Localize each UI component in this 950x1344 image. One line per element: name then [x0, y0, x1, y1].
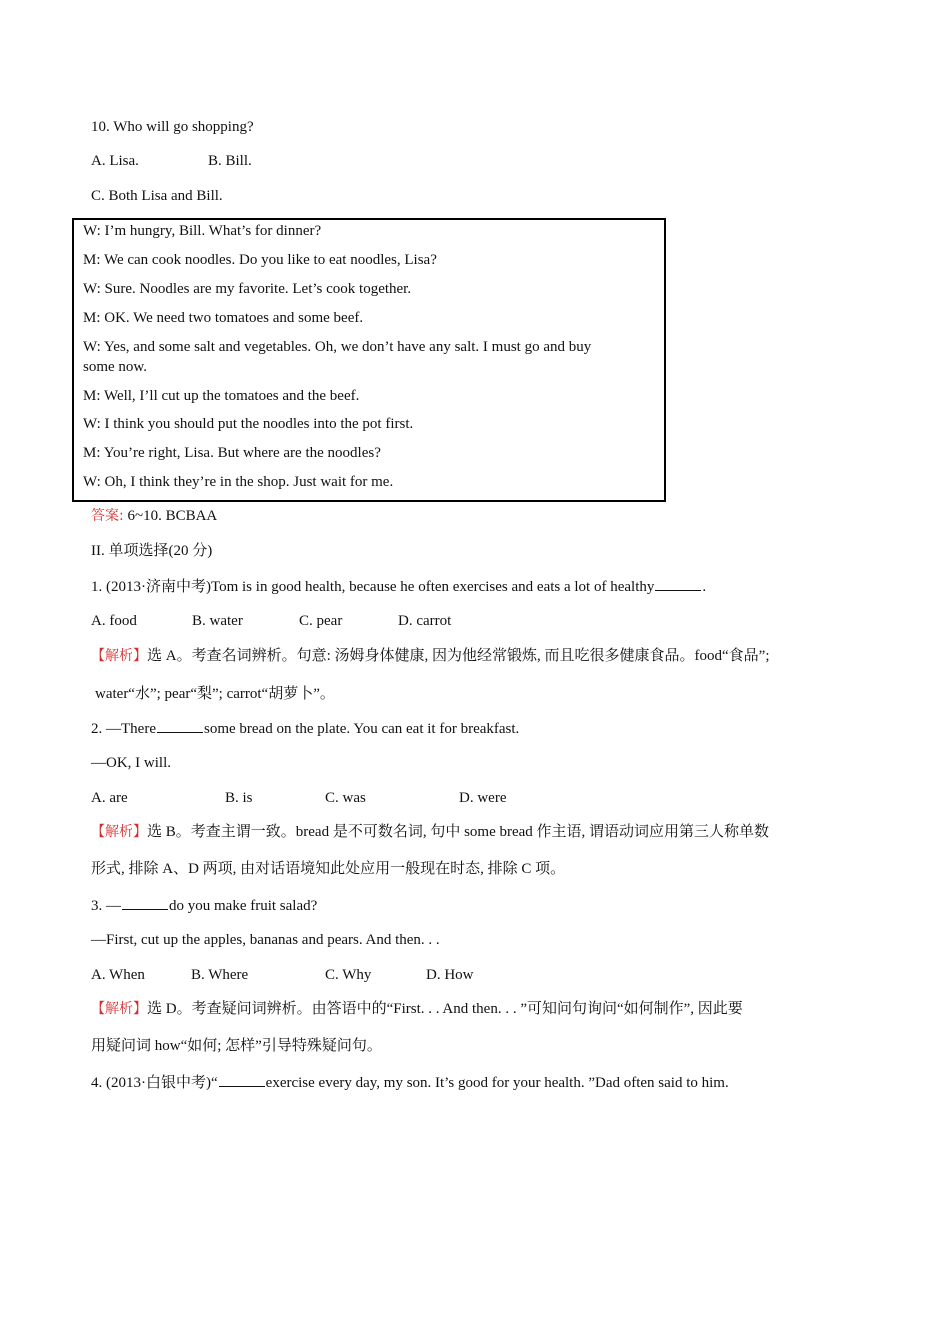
q3-stem [91, 895, 317, 916]
answer-blank [219, 1072, 265, 1087]
q3-explanation-text: 选 D。考查疑问词辨析。由答语中的“First. . . And then. . . ”可知问句询问“如何制作”, 因此要 [147, 1001, 743, 1017]
q3-option-a: A. When [91, 967, 145, 983]
answer-label: 答案: [91, 508, 124, 524]
q4-stem-text: 4. (2013·白银中考)“ [91, 1075, 218, 1091]
transcript-line: W: Oh, I think they’re in the shop. Just wait for me. [83, 474, 394, 490]
q3-reply: —First, cut up the apples, bananas and pears. And then. . . [91, 932, 440, 948]
transcript-line: W: I think you should put the noodles into the pot first. [83, 416, 414, 432]
q1-stem-text: 1. (2013·济南中考)Tom is in good health, because he often exercises and eats a lot of healthy [91, 579, 655, 595]
jiexi-label: 【解析】 [91, 648, 147, 664]
answer-blank [655, 576, 701, 591]
section-title: II. 单项选择(20 分) [91, 543, 213, 559]
q3-option-b: B. Where [191, 967, 249, 983]
transcript-line: W: I’m hungry, Bill. What’s for dinner? [83, 223, 322, 239]
q3-explanation-cont: 用疑问词 how“如何; 怎样”引导特殊疑问句。 [91, 1038, 382, 1054]
q3-stem-text: 3. — [91, 898, 121, 914]
transcript-line: M: OK. We need two tomatoes and some beef. [83, 310, 364, 326]
transcript-box [72, 218, 666, 502]
q2-reply: —OK, I will. [91, 755, 171, 771]
q2-explanation-text: 选 B。考查主谓一致。bread 是不可数名词, 句中 some bread 作主语, 谓语动词应用第三人称单数 [147, 824, 770, 840]
q3-stem-end: do you make fruit salad? [169, 898, 318, 914]
q10-question: 10. Who will go shopping? [91, 119, 254, 135]
q4-stem-end: exercise every day, my son. It’s good for your health. ”Dad often said to him. [265, 1075, 729, 1091]
q1-stem [91, 576, 706, 597]
q2-option-b: B. is [225, 790, 253, 806]
q1-explanation-cont: water“水”; pear“梨”; carrot“胡萝卜”。 [95, 686, 335, 702]
jiexi-label: 【解析】 [91, 1001, 147, 1017]
q3-explanation [91, 999, 743, 1019]
q1-stem-end: . [702, 579, 707, 595]
answer-line [91, 506, 217, 526]
q2-stem [91, 718, 519, 739]
answer-blank [157, 718, 203, 733]
q2-stem-text: 2. —There [91, 721, 156, 737]
transcript-line: M: You’re right, Lisa. But where are the noodles? [83, 445, 381, 461]
q2-explanation [91, 822, 769, 842]
q2-stem-end: some bread on the plate. You can eat it for breakfast. [203, 721, 520, 737]
q2-option-d: D. were [459, 790, 507, 806]
jiexi-label: 【解析】 [91, 824, 147, 840]
q1-option-b: B. water [192, 613, 243, 629]
q1-option-c: C. pear [299, 613, 343, 629]
q3-option-d: D. How [426, 967, 474, 983]
transcript-line: W: Sure. Noodles are my favorite. Let’s cook together. [83, 281, 412, 297]
q3-option-c: C. Why [325, 967, 372, 983]
q1-explanation-text: 选 A。考查名词辨析。句意: 汤姆身体健康, 因为他经常锻炼, 而且吃很多健康食品。food“食品”; [147, 648, 770, 664]
q2-option-c: C. was [325, 790, 366, 806]
answer-blank [122, 895, 168, 910]
q10-option-a: A. Lisa. [91, 153, 139, 169]
q10-option-b: B. Bill. [208, 153, 252, 169]
transcript-line: W: Yes, and some salt and vegetables. Oh, we don’t have any salt. I must go and buy [83, 339, 592, 355]
q10-option-c: C. Both Lisa and Bill. [91, 188, 223, 204]
answer-text: 6~10. BCBAA [123, 508, 218, 524]
q1-explanation [91, 646, 769, 666]
transcript-line: M: Well, I’ll cut up the tomatoes and the beef. [83, 388, 360, 404]
q1-option-d: D. carrot [398, 613, 452, 629]
transcript-line: M: We can cook noodles. Do you like to eat noodles, Lisa? [83, 252, 437, 268]
q2-explanation-cont: 形式, 排除 A、D 两项, 由对话语境知此处应用一般现在时态, 排除 C 项。 [91, 861, 566, 877]
q1-option-a: A. food [91, 613, 137, 629]
q4-stem [91, 1072, 729, 1093]
q2-option-a: A. are [91, 790, 128, 806]
transcript-line: some now. [83, 359, 148, 375]
